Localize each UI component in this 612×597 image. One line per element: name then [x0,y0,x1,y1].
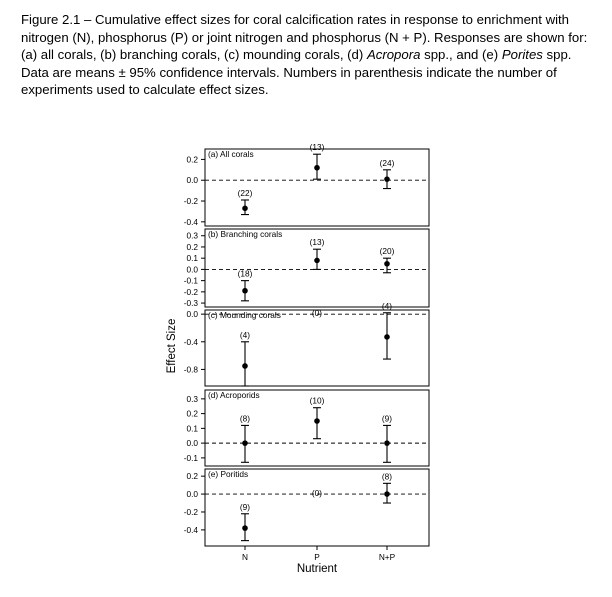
mean-point [384,334,390,340]
y-axis-title: Effect Size [166,318,178,374]
y-tick-label: -0.2 [183,506,198,517]
caption-line-3c: spp., and (e) [420,47,502,63]
panel-frame [205,310,429,386]
panel-title: (c) Mounding corals [208,310,281,320]
caption-line-4: Data are means ± 95% confidence intervals. Numbers in parenthesis indicate the number of [21,64,557,80]
x-axis-title: Nutrient [296,563,338,575]
y-tick-label: -0.4 [183,216,198,227]
panel-title: (b) Branching corals [208,229,283,239]
y-tick-label: 0.1 [186,423,198,434]
mean-point [242,440,248,446]
mean-point [384,176,390,182]
sample-size-label: (13) [309,237,325,248]
sample-size-label: (4) [381,300,393,311]
mean-point [314,165,320,171]
y-tick-label: 0.0 [186,264,198,275]
sample-size-label: (9) [239,501,251,512]
sample-size-label: (10) [309,395,325,406]
y-tick-label: 0.2 [186,471,198,482]
x-tick-label: N [242,552,248,562]
panel-title: (d) Acroporids [208,390,260,400]
sample-size-label: (13) [309,142,325,153]
mean-point [242,206,248,212]
caption-acropora: Acropora [366,47,421,63]
mean-point [384,491,390,497]
sample-size-label: (8) [239,413,251,424]
y-tick-label: 0.3 [186,393,198,404]
y-tick-label: -0.3 [183,298,198,309]
x-tick-label: P [314,552,320,562]
sample-size-label: (8) [381,471,393,482]
sample-size-label: (18) [237,268,253,279]
y-tick-label: 0.0 [186,309,198,320]
caption-line-5: experiments used to calculate effect sizes. [21,82,269,98]
y-tick-label: 0.2 [186,241,198,252]
caption-line-3a: (a) all corals, (b) branching corals, (c) mounding corals, (d) [21,47,367,63]
caption-porites: Porites [501,47,543,63]
panel-title: (e) Poritids [208,469,249,479]
y-tick-label: 0.2 [186,154,198,165]
y-tick-label: 0.0 [186,175,198,186]
mean-point [242,525,248,531]
sample-size-label: (20) [379,246,395,257]
y-tick-label: 0.0 [186,438,198,449]
caption-line-3e: spp. [542,47,572,63]
sample-size-label: (9) [381,413,393,424]
mean-point [314,258,320,264]
y-tick-label: -0.4 [183,336,198,347]
y-tick-label: -0.1 [183,452,198,463]
mean-point [242,288,248,294]
panel-title: (a) All corals [208,149,254,159]
y-tick-label: 0.3 [186,230,198,241]
mean-point [384,440,390,446]
y-tick-label: 0.0 [186,489,198,500]
sample-size-label: (4) [239,329,251,340]
caption-line-2: nitrogen (N), phosphorus (P) or joint nitrogen and phosphorus (N + P). Responses are shown for: [21,29,588,45]
sample-size-label: (24) [379,157,395,168]
y-tick-label: -0.4 [183,524,198,535]
mean-point [384,261,390,267]
y-tick-label: -0.2 [183,286,198,297]
sample-size-label: (22) [237,187,253,198]
y-tick-label: -0.2 [183,196,198,207]
caption-line-1: Figure 2.1 – Cumulative effect sizes for coral calcification rates in response to enrichment with [21,12,570,27]
y-tick-label: -0.8 [183,364,198,375]
x-tick-label: N+P [378,552,396,562]
y-tick-label: -0.1 [183,275,198,286]
mean-point [314,418,320,424]
y-tick-label: 0.1 [186,253,198,264]
sample-size-label: (0) [311,308,323,319]
y-tick-label: 0.2 [186,408,198,419]
sample-size-label: (0) [311,488,323,499]
panel-frame [205,469,429,546]
mean-point [242,363,248,369]
